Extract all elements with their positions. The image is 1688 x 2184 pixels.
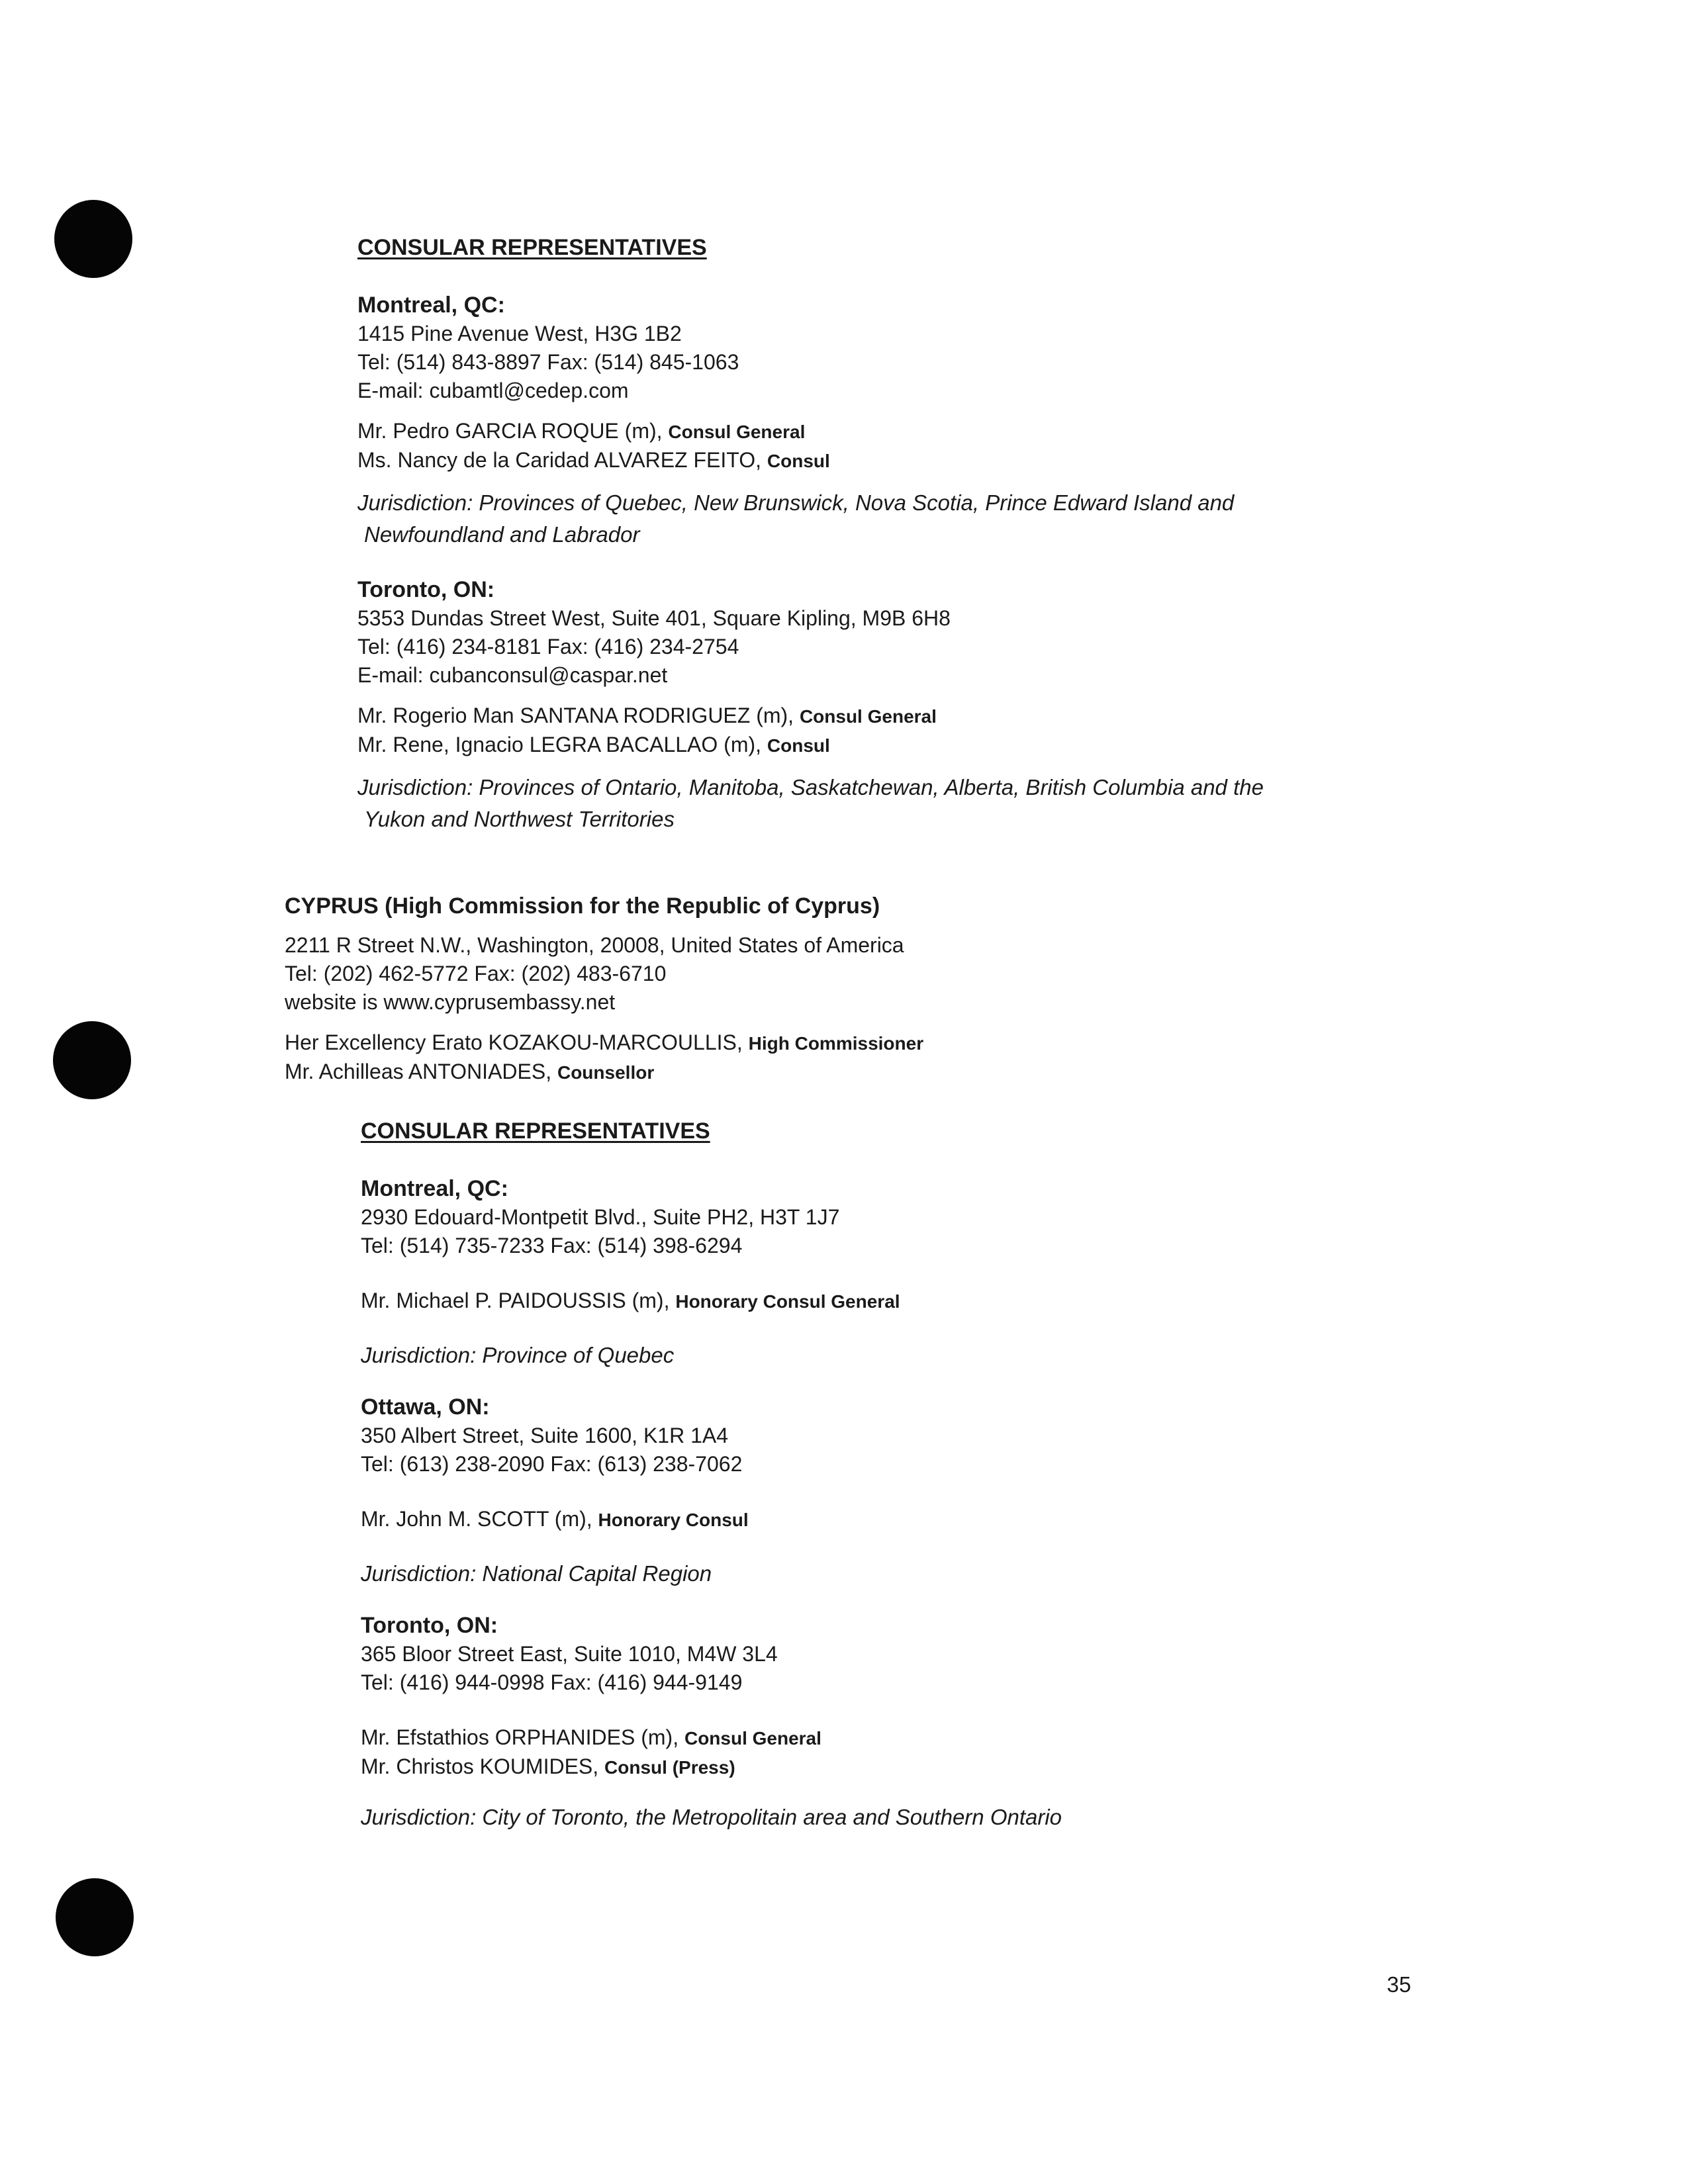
official-name: Mr. Michael P. PAIDOUSSIS (m),: [361, 1289, 670, 1312]
phone-fax: Tel: (202) 462-5772 Fax: (202) 483-6710: [285, 962, 667, 985]
official-entry: [357, 446, 1234, 475]
official-name: Mr. Pedro GARCIA ROQUE (m),: [357, 419, 663, 443]
cyprus-montreal-entry: [361, 1175, 900, 1371]
official-title: High Commissioner: [748, 1033, 924, 1054]
official-entry: [357, 417, 1234, 446]
cyprus-consular-heading-block: [361, 1118, 710, 1144]
city-heading: Toronto, ON:: [361, 1613, 498, 1638]
jurisdiction-line: Newfoundland and Labrador: [364, 522, 640, 547]
official-entry: [285, 1028, 923, 1058]
cuba-consular-heading-block: [357, 235, 707, 261]
jurisdiction: [357, 487, 1234, 551]
section-heading: CONSULAR REPRESENTATIVES: [361, 1118, 710, 1144]
country-title: CYPRUS (High Commission for the Republic of Cyprus): [285, 893, 880, 919]
binder-hole: [56, 1878, 134, 1956]
website: website is www.cyprusembassy.net: [285, 990, 616, 1014]
phone-fax: Tel: (514) 735-7233 Fax: (514) 398-6294: [361, 1234, 743, 1257]
address: 365 Bloor Street East, Suite 1010, M4W 3L4: [361, 1642, 778, 1666]
jurisdiction-line: Jurisdiction: Provinces of Ontario, Manitoba, Saskatchewan, Alberta, British Columbia and the: [357, 775, 1264, 799]
jurisdiction-line: Jurisdiction: Provinces of Quebec, New Brunswick, Nova Scotia, Prince Edward Island and: [357, 490, 1235, 515]
page-number: 35: [1387, 1972, 1411, 1997]
phone-fax: Tel: (613) 238-2090 Fax: (613) 238-7062: [361, 1452, 743, 1476]
address: 1415 Pine Avenue West, H3G 1B2: [357, 322, 682, 345]
official-name: Mr. John M. SCOTT (m),: [361, 1507, 592, 1531]
cyprus-entry: [285, 893, 923, 1087]
binder-hole: [54, 200, 132, 278]
official-entry: [361, 1752, 1062, 1782]
official-name: Mr. Rene, Ignacio LEGRA BACALLAO (m),: [357, 733, 762, 756]
official-name: Mr. Christos KOUMIDES,: [361, 1754, 599, 1778]
official-title: Consul (Press): [604, 1757, 735, 1778]
address: 350 Albert Street, Suite 1600, K1R 1A4: [361, 1424, 729, 1447]
phone-fax: Tel: (416) 944-0998 Fax: (416) 944-9149: [361, 1670, 743, 1694]
official-entry: [357, 702, 1264, 731]
official-title: Honorary Consul: [598, 1510, 749, 1530]
official-title: Counsellor: [557, 1062, 655, 1083]
official-entry: [361, 1287, 900, 1316]
jurisdiction: [357, 772, 1264, 835]
official-title: Consul: [767, 451, 830, 471]
address: 5353 Dundas Street West, Suite 401, Square Kipling, M9B 6H8: [357, 606, 951, 630]
phone-fax: Tel: (514) 843-8897 Fax: (514) 845-1063: [357, 350, 739, 374]
jurisdiction: Jurisdiction: National Capital Region: [361, 1561, 712, 1586]
official-name: Mr. Efstathios ORPHANIDES (m),: [361, 1725, 679, 1749]
cyprus-ottawa-entry: [361, 1393, 749, 1590]
official-entry: [361, 1505, 749, 1534]
official-title: Consul General: [684, 1728, 821, 1749]
jurisdiction: Jurisdiction: City of Toronto, the Metropolitain area and Southern Ontario: [361, 1805, 1062, 1829]
binder-hole: [53, 1021, 131, 1099]
city-heading: Montreal, QC:: [357, 293, 505, 318]
official-title: Consul General: [668, 422, 806, 442]
official-title: Honorary Consul General: [675, 1291, 900, 1312]
email: E-mail: cubamtl@cedep.com: [357, 379, 629, 402]
city-heading: Montreal, QC:: [361, 1176, 508, 1201]
cuba-montreal-entry: [357, 291, 1234, 551]
city-heading: Ottawa, ON:: [361, 1394, 490, 1420]
official-entry: [361, 1723, 1062, 1752]
section-heading: CONSULAR REPRESENTATIVES: [357, 235, 707, 260]
address: 2930 Edouard-Montpetit Blvd., Suite PH2, H3T 1J7: [361, 1205, 840, 1229]
official-title: Consul General: [799, 706, 937, 727]
official-title: Consul: [767, 735, 830, 756]
address: 2211 R Street N.W., Washington, 20008, United States of America: [285, 933, 904, 957]
official-name: Ms. Nancy de la Caridad ALVAREZ FEITO,: [357, 448, 761, 472]
official-name: Mr. Rogerio Man SANTANA RODRIGUEZ (m),: [357, 704, 794, 727]
official-entry: [285, 1058, 923, 1087]
cyprus-toronto-entry: [361, 1612, 1062, 1833]
cuba-toronto-entry: [357, 576, 1264, 835]
jurisdiction-line: Yukon and Northwest Territories: [364, 807, 675, 831]
email: E-mail: cubanconsul@caspar.net: [357, 663, 668, 687]
city-heading: Toronto, ON:: [357, 577, 495, 602]
jurisdiction: Jurisdiction: Province of Quebec: [361, 1343, 675, 1367]
official-name: Mr. Achilleas ANTONIADES,: [285, 1060, 552, 1083]
official-entry: [357, 731, 1264, 760]
official-name: Her Excellency Erato KOZAKOU-MARCOULLIS,: [285, 1030, 743, 1054]
phone-fax: Tel: (416) 234-8181 Fax: (416) 234-2754: [357, 635, 739, 659]
